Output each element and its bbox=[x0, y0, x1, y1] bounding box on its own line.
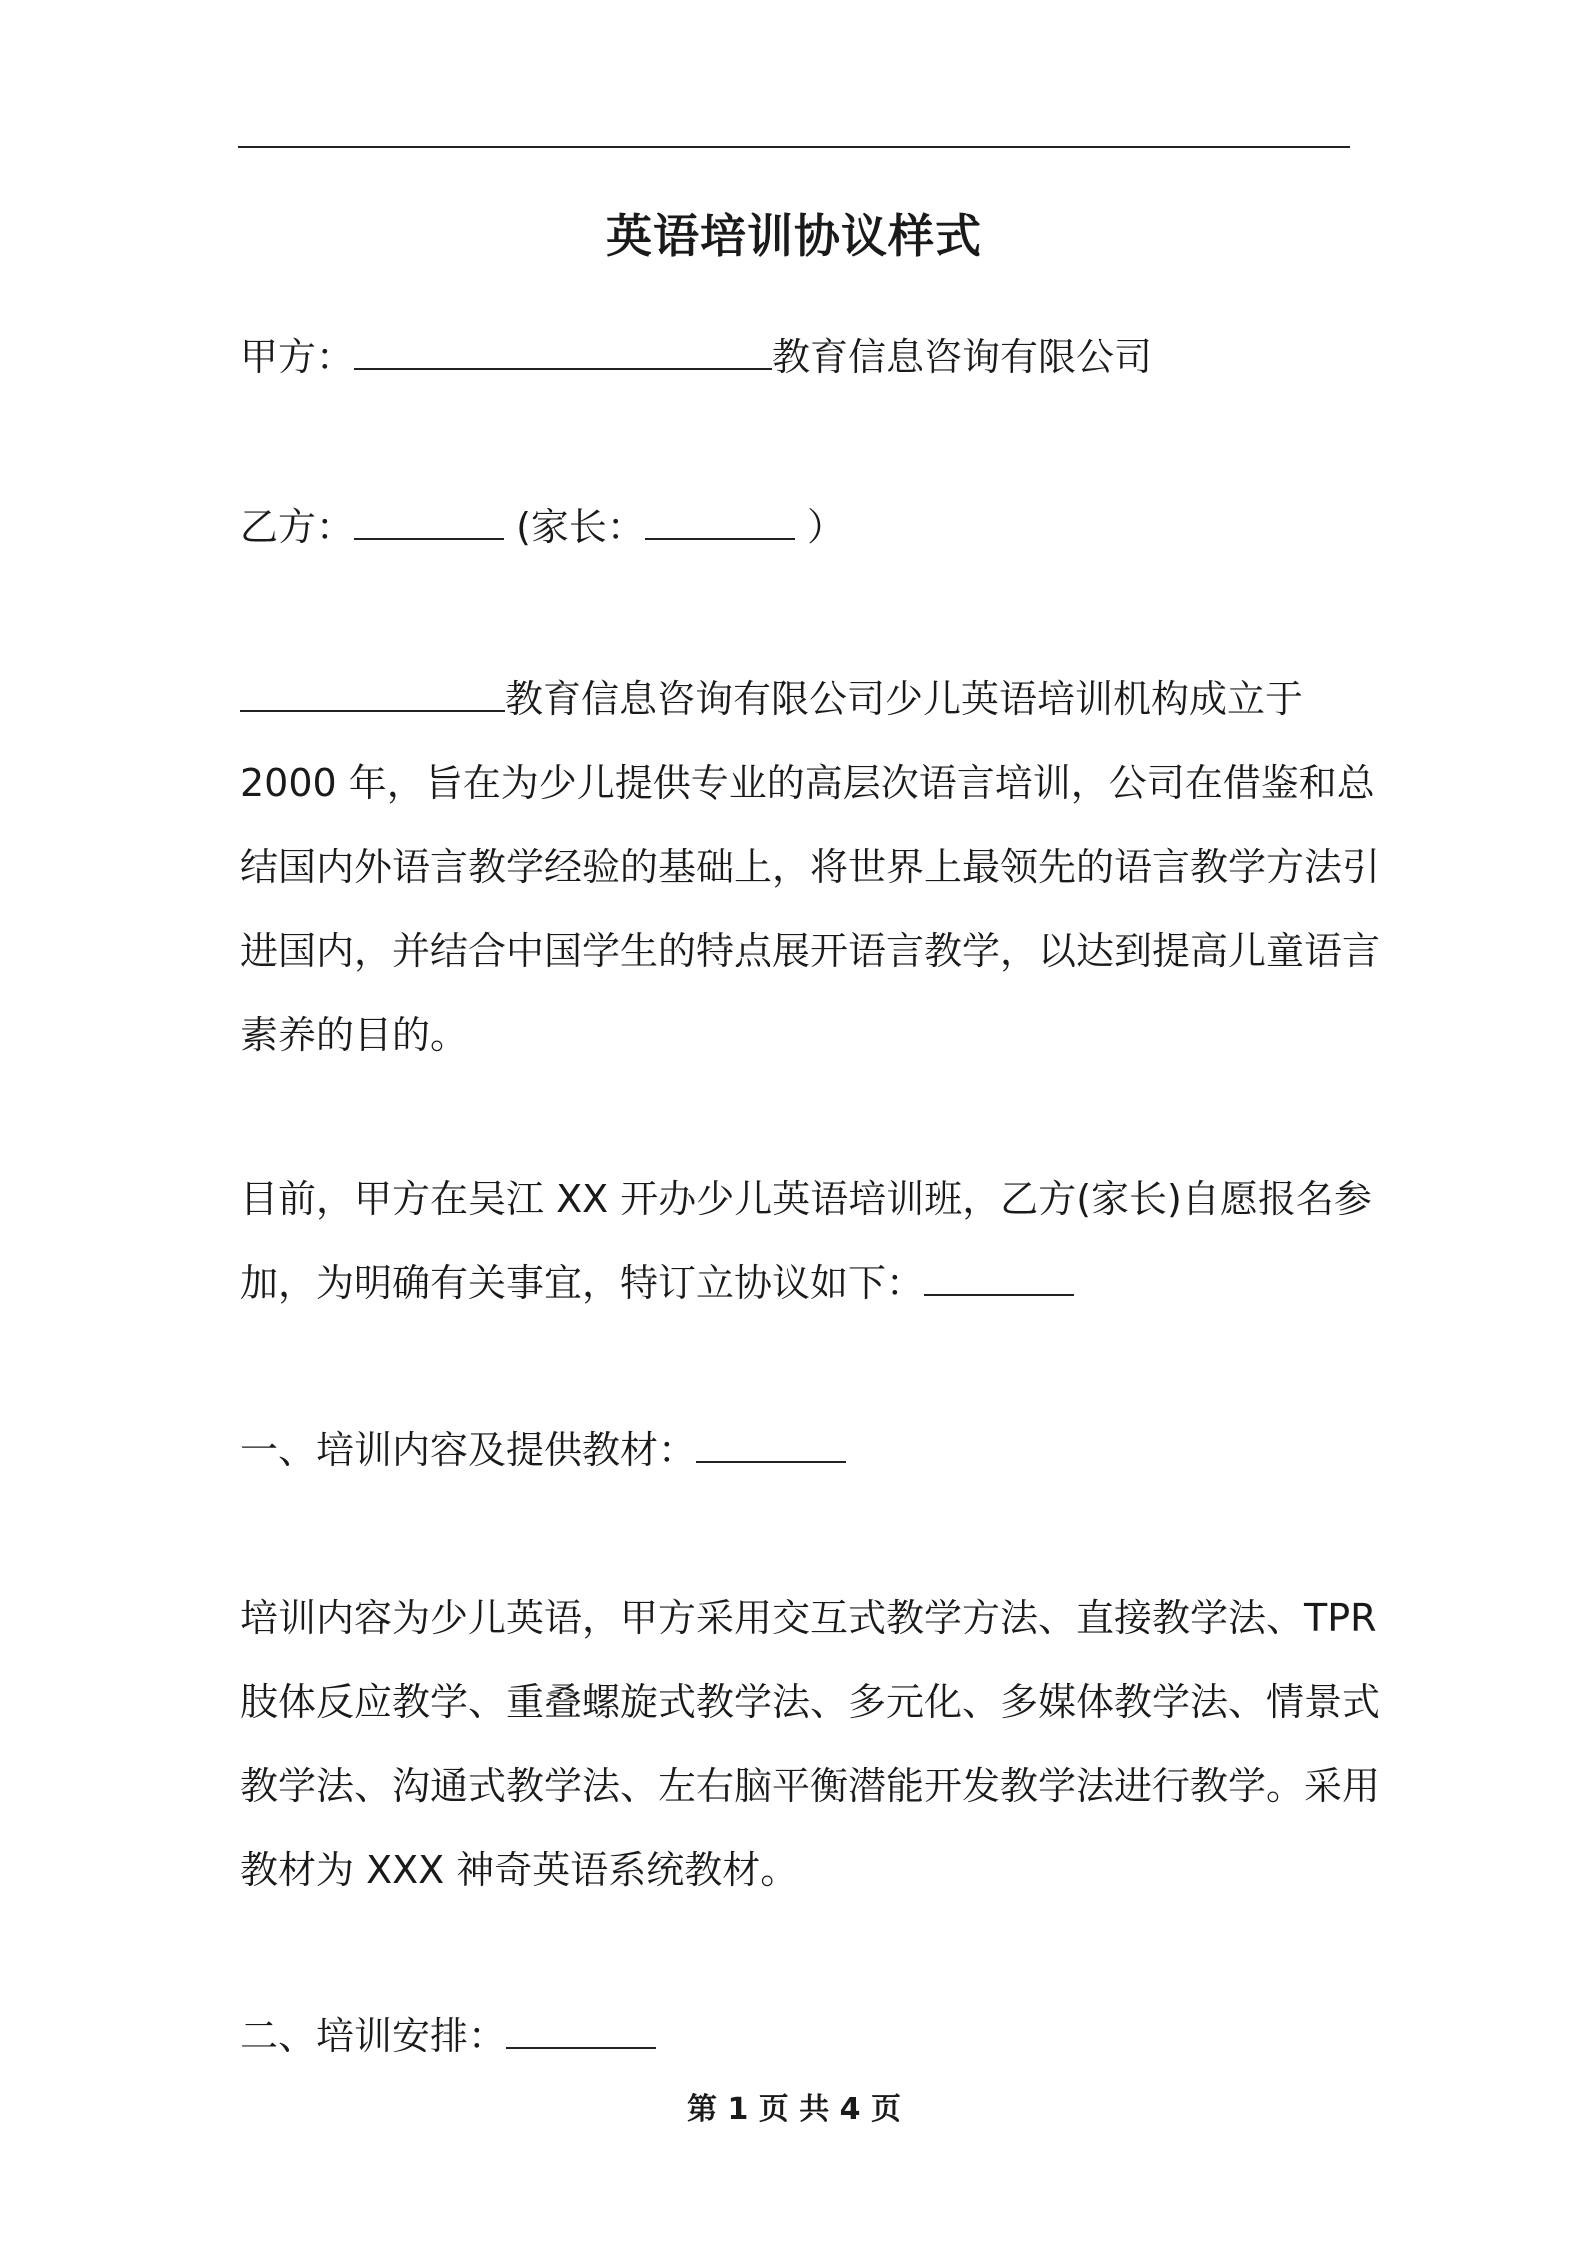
section-1-paragraph bbox=[240, 1576, 1381, 1912]
section-1-heading-text: 一、培训内容及提供教材： bbox=[240, 1428, 697, 1472]
party-b-parent-open: (家长： bbox=[516, 505, 645, 549]
intro-line: 2000 年，旨在为少儿提供专业的高层次语言培训，公司在借鉴和总 bbox=[240, 761, 1375, 805]
intro-line bbox=[240, 657, 1355, 741]
purpose-line: 目前，甲方在吴江 XX 开办少儿英语培训班，乙方(家长)自愿报名参 bbox=[240, 1177, 1372, 1221]
parent-blank bbox=[645, 504, 795, 540]
section-1-blank bbox=[696, 1427, 846, 1463]
header-rule bbox=[238, 146, 1350, 148]
party-a-suffix: 教育信息咨询有限公司 bbox=[772, 335, 1153, 379]
section-2-blank bbox=[506, 2013, 656, 2049]
document-title: 英语培训协议样式 bbox=[606, 209, 982, 263]
section-1-heading bbox=[240, 1425, 846, 1475]
party-b-parent-close: ） bbox=[807, 505, 846, 549]
purpose-blank bbox=[924, 1260, 1074, 1296]
intro-line: 结国内外语言教学经验的基础上，将世界上最领先的语言教学方法引 bbox=[240, 845, 1381, 889]
intro-paragraph bbox=[240, 657, 1381, 1077]
purpose-line bbox=[240, 1241, 1355, 1325]
party-b-blank bbox=[354, 504, 504, 540]
party-a-line bbox=[240, 332, 1152, 382]
section-2-heading-text: 二、培训安排： bbox=[240, 2014, 507, 2058]
section-1-line: 教学法、沟通式教学法、左右脑平衡潜能开发教学法进行教学。采用 bbox=[240, 1764, 1381, 1808]
party-b-label: 乙方： bbox=[240, 505, 355, 549]
section-1-line: 教材为 XXX 神奇英语系统教材。 bbox=[240, 1848, 799, 1892]
section-1-line: 培训内容为少儿英语，甲方采用交互式教学方法、直接教学法、TPR bbox=[240, 1596, 1377, 1640]
page-footer: 第 1 页 共 4 页 bbox=[687, 2092, 901, 2127]
section-2-heading bbox=[240, 2011, 656, 2061]
party-b-line bbox=[240, 502, 845, 552]
section-1-line: 肢体反应教学、重叠螺旋式教学法、多元化、多媒体教学法、情景式 bbox=[240, 1680, 1381, 1724]
intro-line: 进国内，并结合中国学生的特点展开语言教学，以达到提高儿童语言 bbox=[240, 929, 1381, 973]
party-a-blank bbox=[354, 334, 772, 370]
party-a-label: 甲方： bbox=[240, 335, 355, 379]
company-blank bbox=[240, 676, 505, 712]
purpose-line-text: 加，为明确有关事宜，特订立协议如下： bbox=[240, 1261, 925, 1305]
intro-line: 素养的目的。 bbox=[240, 1013, 469, 1057]
intro-line-text: 教育信息咨询有限公司少儿英语培训机构成立于 bbox=[505, 677, 1304, 721]
purpose-paragraph bbox=[240, 1157, 1372, 1325]
